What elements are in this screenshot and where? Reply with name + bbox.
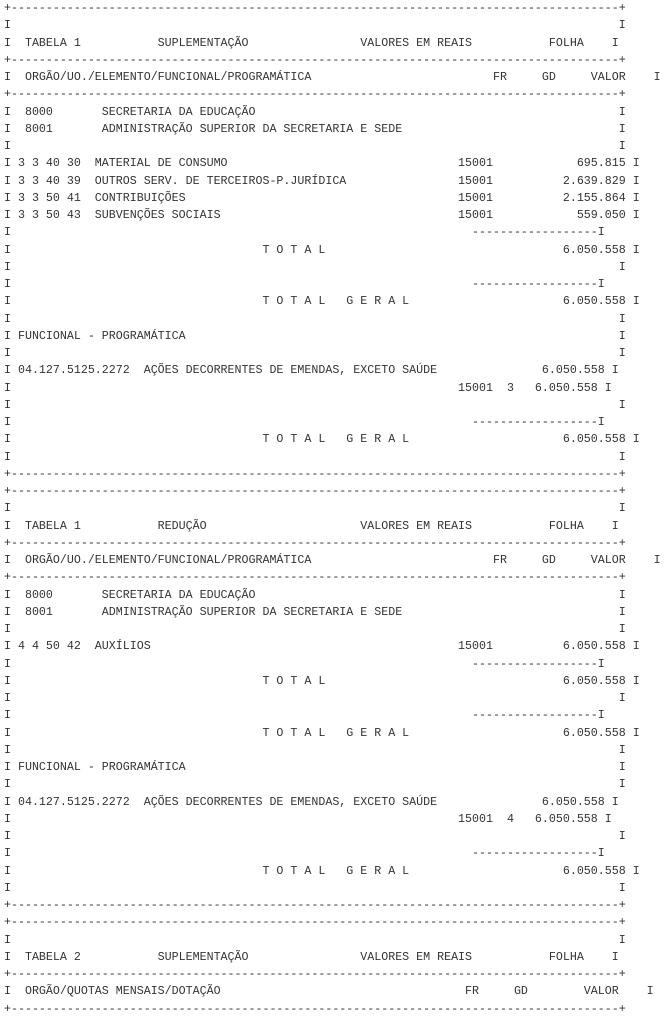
- separator-line: +---------------------------------------------------------------------------------------+: [4, 571, 626, 585]
- blank-line: I I: [4, 830, 626, 843]
- subtotal-rule-line: I ------------------I: [4, 657, 605, 671]
- table-header-line: I TABELA 1 SUPLEMENTAÇÃO VALORES EM REAIS FOLHA I: [4, 36, 619, 50]
- total-line: I T O T A L G E R A L 6.050.558 I: [4, 726, 640, 740]
- separator-line: +---------------------------------------------------------------------------------------+: [4, 88, 626, 102]
- separator-line: +---------------------------------------------------------------------------------------+: [4, 53, 626, 67]
- separator-line: +---------------------------------------------------------------------------------------+: [4, 467, 626, 481]
- total-line: I T O T A L 6.050.558 I: [4, 243, 640, 257]
- report-line: I 3 3 50 41 CONTRIBUIÇÕES 15001 2.155.864 I: [4, 191, 640, 205]
- report-line: I 15001 4 6.050.558 I: [4, 812, 612, 826]
- total-line: I T O T A L 6.050.558 I: [4, 674, 640, 688]
- separator-line: +---------------------------------------------------------------------------------------+: [4, 536, 626, 550]
- total-line: I T O T A L G E R A L 6.050.558 I: [4, 295, 640, 309]
- report-line: I 04.127.5125.2272 AÇÕES DECORRENTES DE EMENDAS, EXCETO SAÚDE 6.050.558 I: [4, 795, 619, 809]
- subtotal-rule-line: I ------------------I: [4, 226, 605, 240]
- report-line: I 8001 ADMINISTRAÇÃO SUPERIOR DA SECRETARIA E SEDE I: [4, 605, 626, 619]
- blank-line: I I: [4, 623, 626, 636]
- report-line: I FUNCIONAL - PROGRAMÁTICA I: [4, 761, 626, 774]
- total-line: I T O T A L G E R A L 6.050.558 I: [4, 864, 640, 878]
- report-line: I ORGÃO/UO./ELEMENTO/FUNCIONAL/PROGRAMÁTICA FR GD VALOR I: [4, 71, 661, 84]
- blank-line: I I: [4, 450, 626, 464]
- report-line: I 8000 SECRETARIA DA EDUCAÇÃO I: [4, 105, 626, 119]
- report-line: I 3 3 40 39 OUTROS SERV. DE TERCEIROS-P.JURÍDICA 15001 2.639.829 I: [4, 174, 640, 188]
- blank-line: I I: [4, 140, 626, 153]
- subtotal-rule-line: I ------------------I: [4, 847, 605, 861]
- subtotal-rule-line: I ------------------I: [4, 709, 605, 723]
- blank-line: I I: [4, 502, 626, 516]
- subtotal-rule-line: I ------------------I: [4, 278, 605, 291]
- blank-line: I I: [4, 260, 626, 274]
- report-line: I 8000 SECRETARIA DA EDUCAÇÃO I: [4, 588, 626, 602]
- blank-line: I I: [4, 398, 626, 412]
- blank-line: I I: [4, 692, 626, 705]
- blank-line: I I: [4, 743, 626, 757]
- report-line: I 8001 ADMINISTRAÇÃO SUPERIOR DA SECRETARIA E SEDE I: [4, 122, 626, 136]
- separator-line: +---------------------------------------------------------------------------------------+: [4, 899, 626, 912]
- separator-line: +---------------------------------------------------------------------------------------+: [4, 968, 626, 981]
- separator-line: +---------------------------------------------------------------------------------------+: [4, 916, 626, 930]
- table-header-line: I TABELA 1 REDUÇÃO VALORES EM REAIS FOLHA I: [4, 519, 619, 533]
- report-line: I 15001 3 6.050.558 I: [4, 381, 612, 395]
- separator-line: +---------------------------------------------------------------------------------------+: [4, 1002, 626, 1016]
- separator-line: +---------------------------------------------------------------------------------------+: [4, 2, 626, 15]
- report-line: I 3 3 50 43 SUBVENÇÕES SOCIAIS 15001 559.050 I: [4, 209, 640, 222]
- blank-line: I I: [4, 19, 626, 33]
- blank-line: I I: [4, 347, 626, 360]
- separator-line: +---------------------------------------------------------------------------------------+: [4, 485, 626, 498]
- report-line: I 4 4 50 42 AUXÍLIOS 15001 6.050.558 I: [4, 640, 640, 654]
- report-line: I ORGÃO/UO./ELEMENTO/FUNCIONAL/PROGRAMÁTICA FR GD VALOR I: [4, 554, 661, 567]
- subtotal-rule-line: I ------------------I: [4, 416, 605, 429]
- total-line: I T O T A L G E R A L 6.050.558 I: [4, 433, 640, 447]
- blank-line: I I: [4, 881, 626, 895]
- table-header-line: I TABELA 2 SUPLEMENTAÇÃO VALORES EM REAIS FOLHA I: [4, 950, 619, 964]
- blank-line: I I: [4, 778, 626, 792]
- report-line: I ORGÃO/QUOTAS MENSAIS/DOTAÇÃO FR GD VALOR I: [4, 985, 654, 999]
- report-line: I 3 3 40 30 MATERIAL DE CONSUMO 15001 695.815 I: [4, 157, 640, 171]
- report-line: I FUNCIONAL - PROGRAMÁTICA I: [4, 329, 626, 343]
- blank-line: I I: [4, 933, 626, 947]
- blank-line: I I: [4, 312, 626, 326]
- report-line: I 04.127.5125.2272 AÇÕES DECORRENTES DE EMENDAS, EXCETO SAÚDE 6.050.558 I: [4, 364, 619, 378]
